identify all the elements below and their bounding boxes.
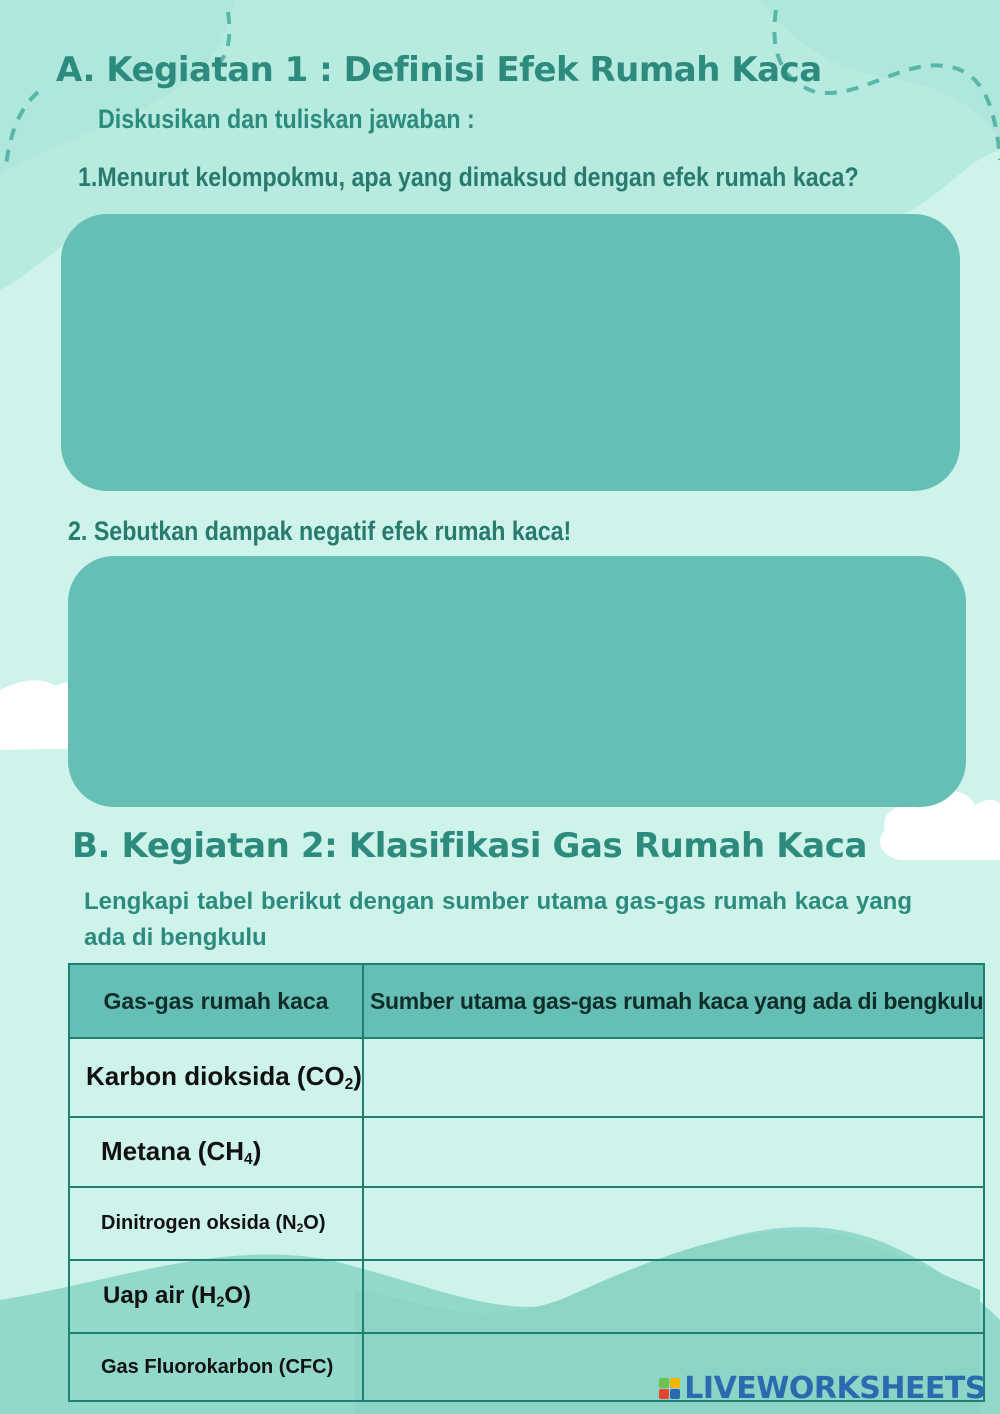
liveworksheets-logo-icon [659, 1378, 680, 1399]
table-row [69, 1038, 984, 1117]
answer-box-1[interactable] [61, 214, 960, 491]
header-gas: Gas-gas rumah kaca [69, 964, 363, 1038]
gas-name: Gas Fluorokarbon (CFC) [69, 1333, 363, 1401]
gas-name: Dinitrogen oksida $(N_2O)$ [69, 1187, 363, 1260]
table-row [69, 1187, 984, 1260]
answer-input-ch4[interactable] [364, 1118, 983, 1186]
gas-name: Karbon dioksida $(CO_2)$ [69, 1038, 363, 1117]
table-row [69, 1260, 984, 1333]
answer-cell [363, 1117, 984, 1187]
liveworksheets-logo [659, 1371, 986, 1406]
answer-cell [363, 1187, 984, 1260]
table-header-row [69, 964, 984, 1038]
answer-cell [363, 1038, 984, 1117]
question-1-text: 1.Menurut kelompokmu, apa yang dimaksud dengan efek rumah kaca? [78, 162, 859, 192]
answer-input-n2o[interactable] [364, 1188, 983, 1259]
table-instruction: Lengkapi tabel berikut dengan sumber utama gas-gas rumah kaca yang ada di bengkulu [84, 888, 912, 951]
logo-text: LIVEWORKSHEETS [684, 1371, 986, 1406]
gas-name: Uap air $(H_2O)$ [69, 1260, 363, 1333]
answer-input-co2[interactable] [364, 1039, 983, 1116]
table-row [69, 1117, 984, 1187]
question-2-text: 2. Sebutkan dampak negatif efek rumah kaca! [68, 516, 572, 546]
answer-input-h2o[interactable] [364, 1261, 983, 1332]
gas-table [68, 963, 985, 1402]
instruction-text: Diskusikan dan tuliskan jawaban : [98, 104, 475, 134]
answer-cell [363, 1260, 984, 1333]
header-source: Sumber utama gas-gas rumah kaca yang ada di bengkulu [363, 964, 984, 1038]
answer-box-2[interactable] [68, 556, 966, 807]
section-a-title: A. Kegiatan 1 : Definisi Efek Rumah Kaca [56, 50, 822, 90]
section-b-title: B. Kegiatan 2: Klasifikasi Gas Rumah Kaca [72, 826, 868, 866]
gas-name: Metana $(CH_4)$ [69, 1117, 363, 1187]
